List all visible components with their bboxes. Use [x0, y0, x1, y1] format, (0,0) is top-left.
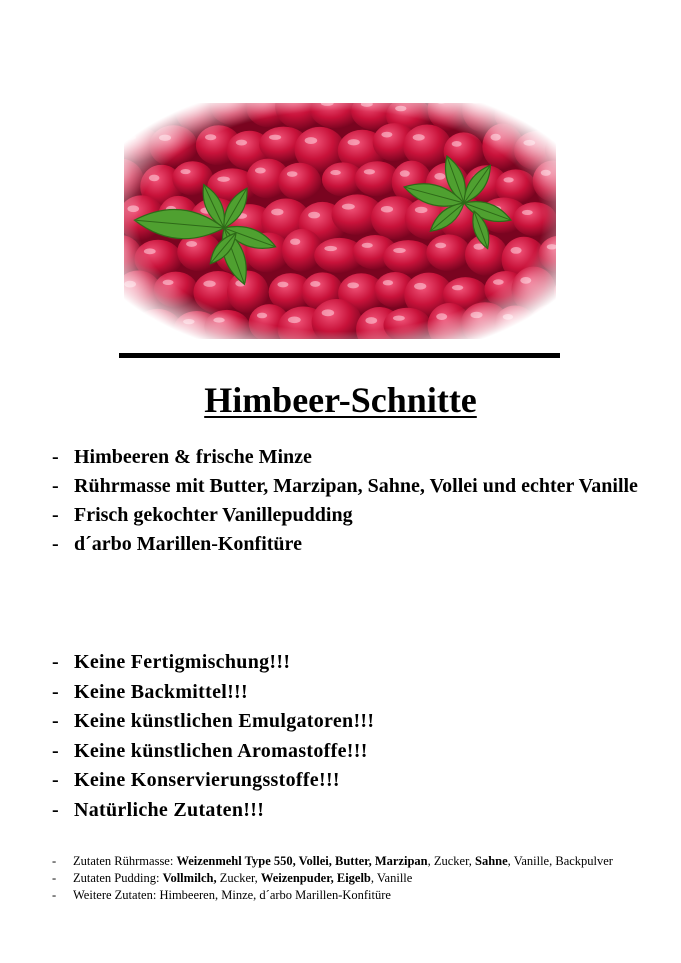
ingredients-ruehrmasse: [0, 853, 681, 870]
ingredients-label: Zutaten Pudding:: [73, 871, 163, 885]
ingredients-text: , Zucker,: [427, 854, 476, 868]
list-item: [0, 766, 681, 796]
list-item: [0, 678, 681, 708]
list-item: [0, 648, 681, 678]
bullet-dash: -: [52, 680, 59, 703]
hero-image: [124, 103, 556, 339]
list-item: [0, 443, 681, 472]
list-item-text: Keine Fertigmischung!!!: [74, 651, 291, 673]
bullet-dash: -: [52, 651, 59, 673]
list-item-text: Keine Konservierungsstoffe!!!: [74, 769, 340, 791]
bullet-dash: -: [52, 739, 59, 762]
list-item: [0, 737, 681, 767]
ingredients-list: [0, 853, 681, 904]
list-item-text: Keine Backmittel!!!: [74, 680, 248, 703]
list-item: [0, 501, 681, 530]
bullet-dash: -: [52, 504, 59, 526]
list-item-text: Keine künstlichen Aromastoffe!!!: [74, 739, 368, 762]
ingredients-allergens: Sahne: [475, 854, 508, 868]
ingredients-allergens: Weizenpuder, Eigelb: [260, 871, 371, 885]
ingredients-label: Weitere Zutaten: Himbeeren, Minze, d´arbo Marillen-Konfitüre: [73, 888, 391, 902]
ingredients-pudding: [0, 870, 681, 887]
ingredients-allergens: Vollmilch,: [162, 871, 217, 885]
bullet-dash: -: [52, 475, 59, 497]
ingredients-label: Zutaten Rührmasse:: [73, 854, 177, 868]
list-item-text: Keine künstlichen Emulgatoren!!!: [74, 710, 375, 732]
bullet-dash: -: [52, 888, 57, 902]
claims-list: [0, 648, 681, 825]
raspberry-mint-photo-icon: [124, 103, 556, 339]
list-item-text: Frisch gekochter Vanillepudding: [74, 504, 353, 526]
list-item-text: Rührmasse mit Butter, Marzipan, Sahne, Vollei und echter Vanille: [74, 475, 638, 497]
bullet-dash: -: [52, 710, 59, 732]
ingredients-weitere: [0, 887, 681, 904]
bullet-dash: -: [52, 854, 57, 868]
bullet-dash: -: [52, 769, 59, 791]
horizontal-rule: [119, 353, 560, 358]
list-item: [0, 472, 681, 501]
bullet-dash: -: [52, 446, 59, 468]
page-title: Himbeer-Schnitte: [204, 380, 477, 420]
ingredients-allergens: Weizenmehl Type 550, Vollei, Butter, Marzipan: [176, 854, 428, 868]
list-item: [0, 530, 681, 559]
list-item-text: Himbeeren & frische Minze: [74, 446, 312, 468]
bullet-dash: -: [52, 871, 57, 885]
list-item-text: d´arbo Marillen-Konfitüre: [74, 533, 302, 555]
list-item: [0, 707, 681, 737]
ingredients-text: Zucker,: [216, 871, 261, 885]
list-item: [0, 796, 681, 826]
ingredients-text: , Vanille: [370, 871, 413, 885]
bullet-dash: -: [52, 798, 59, 821]
feature-list: [0, 443, 681, 559]
bullet-dash: -: [52, 533, 59, 555]
ingredients-text: , Vanille, Backpulver: [507, 854, 613, 868]
list-item-text: Natürliche Zutaten!!!: [74, 798, 265, 821]
